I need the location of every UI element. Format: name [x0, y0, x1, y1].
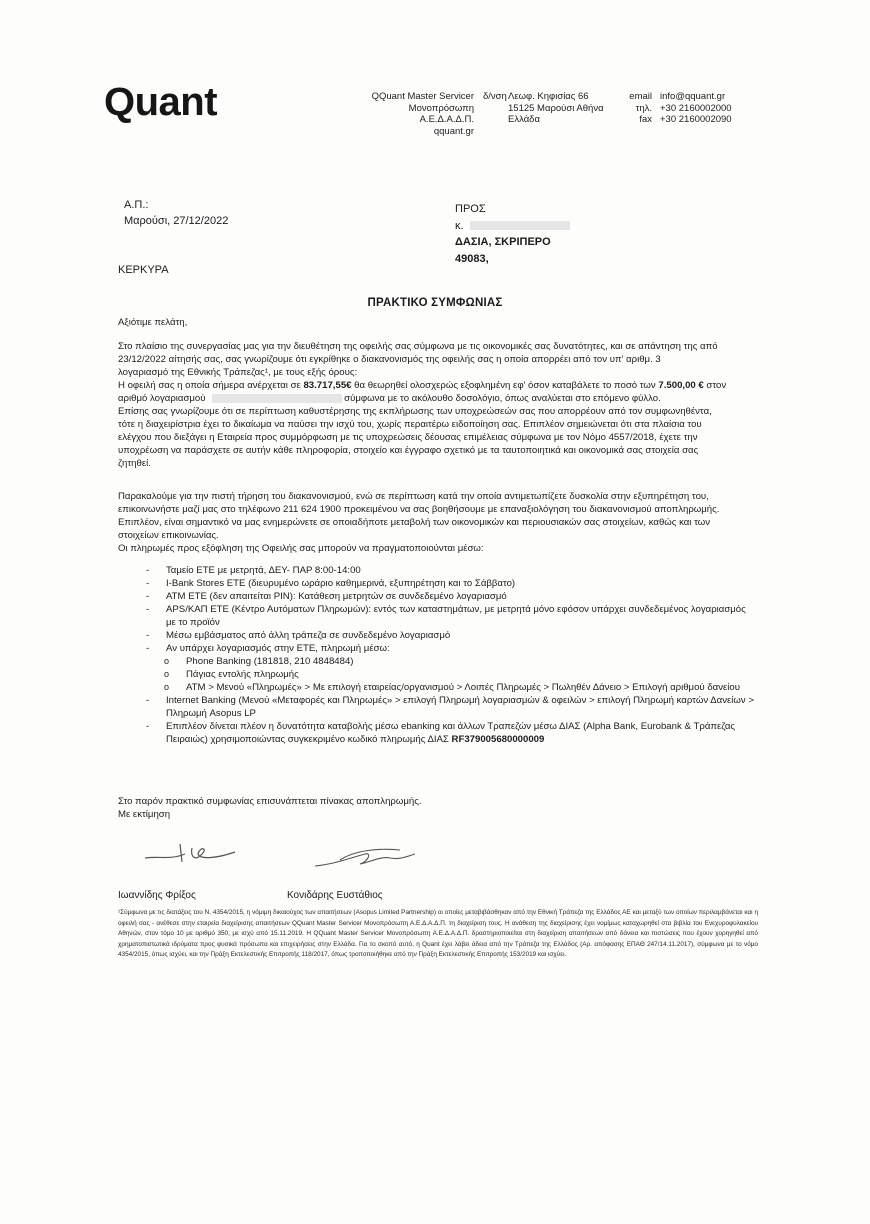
- signatory-2: Κονιδάρης Ευστάθιος: [287, 890, 383, 901]
- p2-line: Οι πληρωμές προς εξόφληση της Οφειλής σας μπορούν να πραγματοποιούνται μέσω:: [118, 543, 484, 554]
- p1-line: λογαριασμό της Εθνικής Τράπεζας¹, με τους εξής όρους:: [118, 367, 358, 378]
- fax-label: fax: [639, 114, 652, 125]
- payment-submethod-item: o Πάγιας εντολής πληρωμής: [118, 668, 758, 681]
- paragraph-2: [118, 490, 758, 555]
- contact-values: [660, 91, 732, 126]
- company-abbr: Α.Ε.Δ.Α.Δ.Π.: [419, 114, 474, 125]
- p2-line: Παρακαλούμε για την πιστή τήρηση του διακανονισμού, ενώ σε περίπτωση κατά την οποία αντιμετωπίζετε δυσκολία στην εξυπηρέτηση του,: [118, 491, 709, 502]
- company-name: QQuant Master Servicer: [371, 91, 474, 102]
- address-line2: 15125 Μαρούσι Αθήνα: [508, 102, 604, 114]
- recipient-name-row: [455, 218, 570, 235]
- recipient-to: ΠΡΟΣ: [455, 203, 486, 215]
- payment-amount: 7.500,00 €: [658, 380, 704, 391]
- recipient-address: ΔΑΣΙΑ, ΣΚΡΙΠΕΡΟ: [455, 236, 551, 248]
- letter-date: Μαρούσι, 27/12/2022: [124, 215, 229, 227]
- p1-line: ελέγχου που διεξάγει η Εταιρεία προς συμμόρφωση με τις υποχρεώσεις δέουσας επιμέλειας σύμφωνα με τον Νόμο 4557/2018, έχετε την: [118, 432, 698, 443]
- contact-labels: [596, 91, 652, 126]
- p1-line: ζητηθεί.: [118, 458, 151, 469]
- payment-submethod-item: o ATM > Μενού «Πληρωμές» > Με επιλογή εταιρείας/οργανισμού > Λοιπές Πληρωμές > Πωληθέν Δάνειο > Επιλογή αριθμού δανείου: [118, 681, 758, 694]
- payment-method-item: - Αν υπάρχει λογαριασμός στην ΕΤΕ, πληρωμή μέσω:: [118, 642, 758, 655]
- signatory-1: Ιωαννίδης Φρίξος: [118, 890, 196, 901]
- p1-line: Στο πλαίσιο της συνεργασίας μας για την διευθέτηση της οφειλής σας σύμφωνα με τις οικονομικές σας δυνατότητες, και σε απάντηση της από: [118, 341, 718, 352]
- payment-method-item: - APS/ΚΑΠ ΕΤΕ (Κέντρο Αυτόματων Πληρωμών): εντός των καταστημάτων, με μετρητά μόνο εφόσον υπάρχει συνδεδεμένος λογαριασμός με το προϊόν: [118, 603, 758, 629]
- phone-label: τηλ.: [635, 102, 652, 114]
- p1-line: 23/12/2022 αίτησής σας, σας γνωρίζουμε ότι εγκρίθηκε ο διακανονισμός της οφειλής σας η οποία απορρέει από τον υπ' αριθμ. 3: [118, 354, 661, 365]
- p1-line: αριθμό λογαριασμού σύμφωνα με το ακόλουθο δοσολόγιο, όπως αναλύεται στο επόμενο φύλλο.: [118, 393, 661, 404]
- address-line3: Ελλάδα: [508, 114, 540, 125]
- p1-line: υποχρέωση να παράσχετε σε αυτήν κάθε πληροφορία, στοιχείο και έγγραφο σχετικό με τα ταυτοποιητικά και οικονομικά σας στοιχεία σας: [118, 445, 699, 456]
- fax-value: +30 2160002090: [660, 114, 732, 125]
- recipient-block: [455, 201, 570, 267]
- address-block: [508, 91, 604, 126]
- signature-2-image: [310, 840, 420, 874]
- dias-code: RF379005680000009: [451, 734, 545, 745]
- address-label: δ/νση: [483, 91, 507, 102]
- closing-block: [118, 795, 758, 821]
- payment-methods: [118, 564, 758, 746]
- payment-method-item: - Ταμείο ΕΤΕ με μετρητά, ΔΕΥ- ΠΑΡ 8:00-14:00: [118, 564, 758, 577]
- closing-sign-off: Με εκτίμηση: [118, 809, 171, 820]
- address-line1: Λεωφ. Κηφισίας 66: [508, 91, 589, 102]
- p2-line: επικοινωνήστε μαζί μας στο τηλέφωνο 211 624 1900 προκειμένου να σας βοηθήσουμε με επαναξιολόγηση του διακανονισμού αποπληρωμής.: [118, 504, 720, 515]
- p1-line: Επίσης σας γνωρίζουμε ότι σε περίπτωση καθυστέρησης της εκπλήρωσης των υποχρεώσεών σας που απορρέουν από τον συμφωνηθέντα,: [118, 406, 712, 417]
- recipient-city: ΚΕΡΚΥΡΑ: [118, 264, 169, 276]
- payment-submethod-item: o Phone Banking (181818, 210 4848484): [118, 655, 758, 668]
- p2-line: στοιχείων επικοινωνίας.: [118, 530, 219, 541]
- p1-line: Η οφειλή σας η οποία σήμερα ανέρχεται σε 83.717,55€ θα θεωρηθεί ολοσχερώς εξοφλημένη εφ' όσον καταβάλετε το ποσό των 7.500,00 € στον: [118, 380, 727, 391]
- company-type: Μονοπρόσωπη: [408, 102, 474, 114]
- total-amount: 83.717,55€: [303, 380, 352, 391]
- email-value: info@qquant.gr: [660, 91, 726, 102]
- p1-line: τότε η διαχειρίστρια έχει το δικαίωμα να παύσει την ισχύ του, χωρίς περαιτέρω ειδοποίηση σας. Επιπλέον σημειώνεται ότι στα πλαίσια του: [118, 419, 702, 430]
- company-block: [330, 91, 474, 137]
- payment-method-item: - ATM ΕΤΕ (δεν απαιτείται PIN): Κατάθεση μετρητών σε συνδεδεμένο λογαριασμό: [118, 590, 758, 603]
- closing-line: Στο παρόν πρακτικό συμφωνίας επισυνάπτεται πίνακας αποπληρωμής.: [118, 796, 422, 807]
- phone-value: +30 2160002000: [660, 102, 732, 114]
- company-logo: Quant: [104, 80, 218, 124]
- protocol-number: Α.Π.:: [124, 199, 149, 211]
- signature-1-image: [140, 836, 240, 870]
- recipient-name: κ.: [455, 219, 464, 232]
- payment-method-item: - Επιπλέον δίνεται πλέον η δυνατότητα καταβολής μέσω ebanking και άλλων Τραπεζών μέσω ΔΙΑΣ (Alpha Bank, Eurobank & Τράπεζας Πειραιώς) χρησιμοποιώντας συγκεκριμένο κωδικό πληρωμής ΔΙΑΣ RF379005680000009: [118, 720, 758, 746]
- p2-line: Επιπλέον, είναι σημαντικό να μας ενημερώνετε σε οποιαδήποτε μεταβολή των οικονομικών και περιουσιακών σας στοιχείων, καθώς και των: [118, 517, 711, 528]
- document-title: ΠΡΑΚΤΙΚΟ ΣΥΜΦΩΝΙΑΣ: [367, 297, 503, 309]
- payment-method-item: - Internet Banking (Μενού «Μεταφορές και Πληρωμές» > επιλογή Πληρωμή λογαριασμών & οφειλών > επιλογή Πληρωμή καρτών Δανείων > Πληρωμή Asopus LP: [118, 694, 758, 720]
- salutation: Αξιότιμε πελάτη,: [118, 317, 188, 328]
- company-web: qquant.gr: [433, 125, 474, 137]
- payment-method-item: - Μέσω εμβάσματος από άλλη τράπεζα σε συνδεδεμένο λογαριασμό: [118, 629, 758, 642]
- redacted-name: [470, 221, 570, 230]
- redacted-account: [212, 394, 342, 403]
- reference-block: [124, 197, 228, 229]
- email-label: email: [629, 91, 652, 102]
- footnote: ¹Σύμφωνα με τις διατάξεις του Ν. 4354/2015, η νόμιμη δικαιούχος των απαιτήσεων (Asopus Limited Partnership) οι οποίες μεταβιβάσθηκαν από την Εθνική Τράπεζα της Ελλάδος ΑΕ και μεταξύ των οποίων περιλαμβάνεται και η οφειλή σας - ανέθεσε στην εταιρεία διαχείρισης απαιτήσεων QQuant Master Servicer Μονοπρόσωπη Α.Ε.Δ.Α.Δ.Π. τη διαχείριση τους. Η ανάθεση της διαχείρισης έχει νομίμως καταχωρηθεί στα βιβλία του Ενεχυροφυλακείου Αθηνών, στον τόμο 10 με αριθμό 350, με ισχύ από 15.11.2019. Η QQuant Master Servicer Μονοπρόσωπη Α.Ε.Δ.Α.Δ.Π. δραστηριοποιείται στη διαχείριση απαιτήσεων από δάνεια και πιστώσεις που έχουν χορηγηθεί από χρηματοπιστωτικά ιδρύματα προς φυσικά πρόσωπα και επιχειρήσεις στην Ελλάδα. Για το σκοπό αυτό, η Quant έχει λάβει άδεια από την Τράπεζα της Ελλάδος (Αρ. απόφασης ΕΠΑΘ 247/14.11.2017), σύμφωνα με το νόμο 4354/2015, όπως ισχύει, και την Πράξη Εκτελεστικής Επιτροπής 118/2017, όπως τροποποιήθηκε από την Πράξη Εκτελεστικής Επιτροπής 153/2019 και ισχύει.: [118, 909, 758, 959]
- recipient-zip: 49083,: [455, 252, 489, 265]
- payment-method-item: - I-Bank Stores ΕΤΕ (διευρυμένο ωράριο καθημερινά, εξυπηρέτηση και το Σάββατο): [118, 577, 758, 590]
- paragraph-1: [118, 340, 758, 470]
